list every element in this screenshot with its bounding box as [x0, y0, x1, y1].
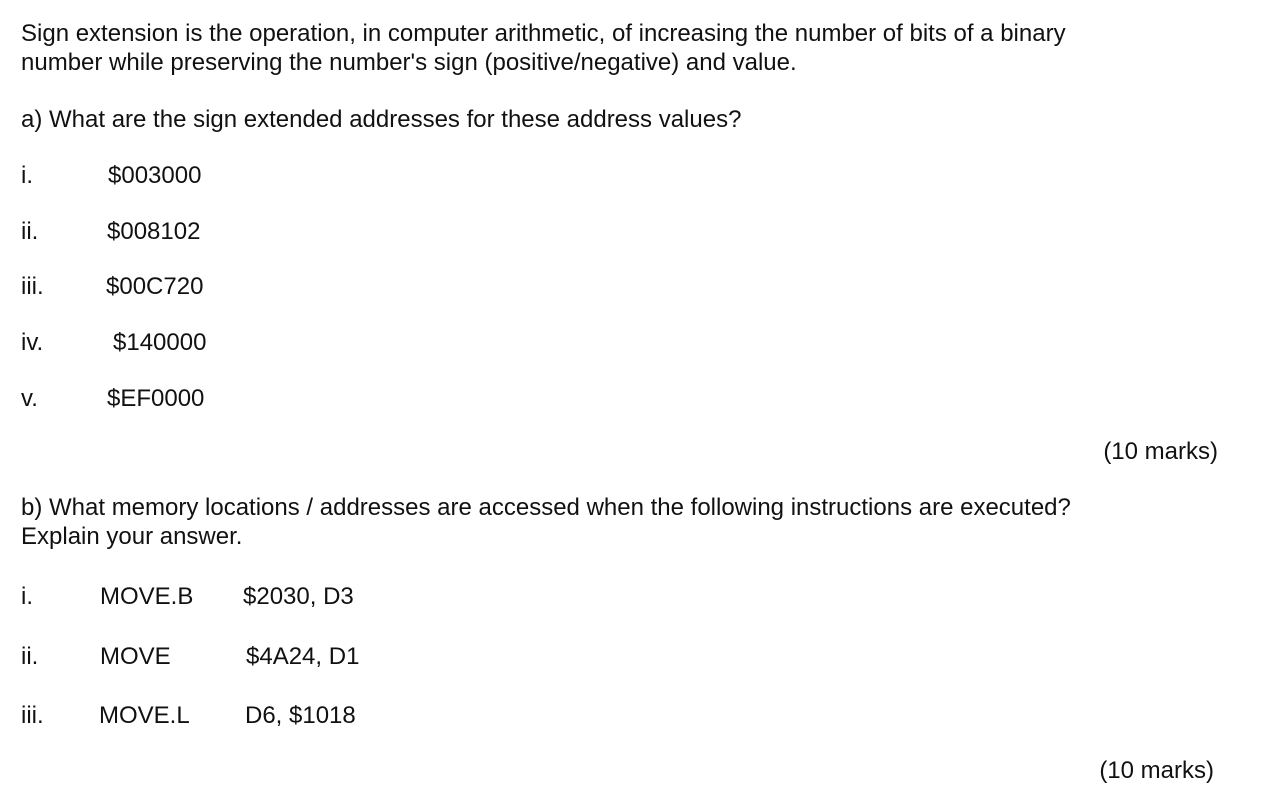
- address-value: $00C720: [106, 273, 204, 300]
- instruction-mnemonic: MOVE: [100, 643, 171, 670]
- address-value: $008102: [107, 218, 201, 245]
- instruction-operands: D6, $1018: [245, 702, 356, 729]
- list-numeral: i.: [21, 583, 33, 610]
- address-value: $EF0000: [107, 385, 205, 412]
- intro-line-1: Sign extension is the operation, in computer arithmetic, of increasing the number of bits of a binary: [21, 20, 1066, 47]
- question-b-line-2: Explain your answer.: [21, 522, 243, 550]
- instruction-mnemonic: MOVE.L: [99, 702, 190, 729]
- instruction-operands: $4A24, D1: [246, 643, 360, 670]
- question-b: [21, 494, 1241, 552]
- marks-b: (10 marks): [1099, 757, 1214, 784]
- list-numeral: ii.: [21, 218, 39, 245]
- question-b-line-1: b) What memory locations / addresses are accessed when the following instructions are executed?: [21, 494, 1071, 521]
- list-numeral: i.: [21, 162, 33, 189]
- instruction-mnemonic: MOVE.B: [100, 583, 194, 610]
- marks-a: (10 marks): [1103, 438, 1218, 465]
- intro-paragraph: [21, 20, 1231, 78]
- intro-line-2: number while preserving the number's sign (positive/negative) and value.: [21, 48, 797, 76]
- list-numeral: ii.: [21, 643, 39, 670]
- list-numeral: iii.: [21, 702, 44, 729]
- list-numeral: iv.: [21, 329, 44, 356]
- list-numeral: iii.: [21, 273, 44, 300]
- address-value: $140000: [113, 329, 207, 356]
- list-numeral: v.: [21, 385, 38, 412]
- address-value: $003000: [108, 162, 202, 189]
- question-a: a) What are the sign extended addresses for these address values?: [21, 106, 742, 133]
- instruction-operands: $2030, D3: [243, 583, 354, 610]
